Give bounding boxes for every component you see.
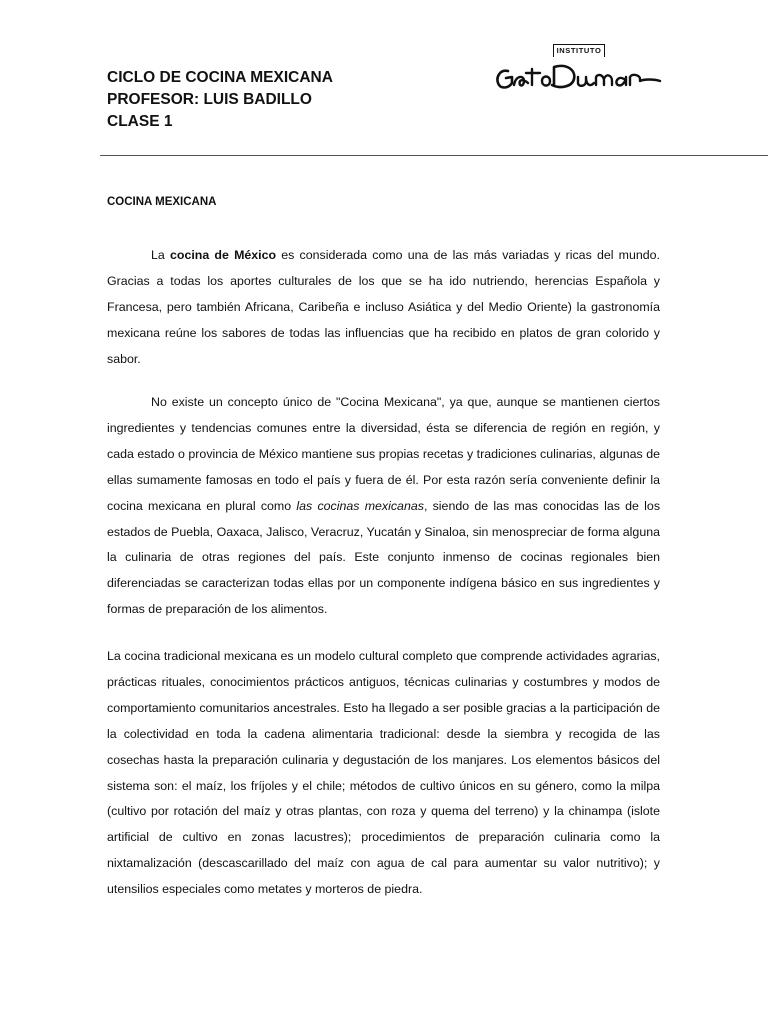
gato-dumas-wordmark-icon: [494, 57, 662, 97]
paragraph-1-bold: cocina de México: [169, 248, 277, 262]
paragraph-2-italic: las cocinas mexicanas: [296, 498, 424, 513]
header-divider: [100, 155, 768, 156]
document-header: [107, 67, 407, 133]
logo-badge: INSTITUTO: [553, 44, 605, 57]
paragraph-2-rest: , siendo de las mas conocidas las de los estados de Puebla, Oaxaca, Jalisco, Veracruz, Yucatán y Sinaloa, sin menospreciar de forma alguna la culinaria de otras regiones del país. Este conjunto inmenso de cocinas regionales bien diferenciadas se caracterizan todas ellas por un componente indígena básico en sus ingredientes y formas de preparación de los alimentos.: [107, 498, 661, 617]
section-title: COCINA MEXICANA: [107, 196, 217, 208]
paragraph-1-rest: es considerada como una de las más variadas y ricas del mundo. Gracias a todas los aportes culturales de los que se ha ido nutriendo, herencias Española y Francesa, pero también Africana, Caribeña e incluso Asiática y del Medio Oriente) la gastronomía mexicana reúne los sabores de todas las influencias que ha recibido en platos de gran colorido y sabor.: [107, 248, 661, 366]
course-title: CICLO DE COCINA MEXICANA: [107, 69, 333, 86]
paragraph-2: [107, 390, 660, 623]
paragraph-1-intro: La: [151, 248, 170, 262]
paragraph-3: La cocina tradicional mexicana es un modelo cultural completo que comprende actividades agrarias, prácticas rituales, conocimientos prácticos antiguos, técnicas culinarias y costumbres y modos de comportamiento comunitarios ancestrales. Esto ha llegado a ser posible gracias a la participación de la colectividad en toda la cadena alimentaria tradicional: desde la siembra y recogida de las cosechas hasta la preparación culinaria y degustación de los manjares. Los elementos básicos del sistema son: el maíz, los fríjoles y el chile; métodos de cultivo únicos en su género, como la milpa (cultivo por rotación del maíz y otras plantas, con roza y quema del terreno) y la chinampa (islote artificial de cultivo en zonas lacustres); procedimientos de preparación culinaria como la nixtamalización (descascarillado del maíz con agua de cal para aumentar su valor nutritivo); y utensilios especiales como metates y morteros de piedra.: [107, 649, 660, 897]
paragraph-2-intro: No existe un concepto único de "Cocina Mexicana", ya que, aunque se mantienen ciertos ingredientes y tendencias comunes entre la diversidad, ésta se diferencia de región en región, y cada estado o provincia de México mantiene sus propias recetas y tradiciones culinarias, algunas de ellas sumamente famosas en todo el país y fuera de él. Por esta razón sería conveniente definir la cocina mexicana en plural como: [107, 395, 660, 513]
instituto-gato-dumas-logo: [494, 44, 662, 100]
class-number: CLASE 1: [107, 113, 173, 130]
professor-name: PROFESOR: LUIS BADILLO: [107, 91, 312, 108]
paragraph-1: [107, 243, 660, 373]
